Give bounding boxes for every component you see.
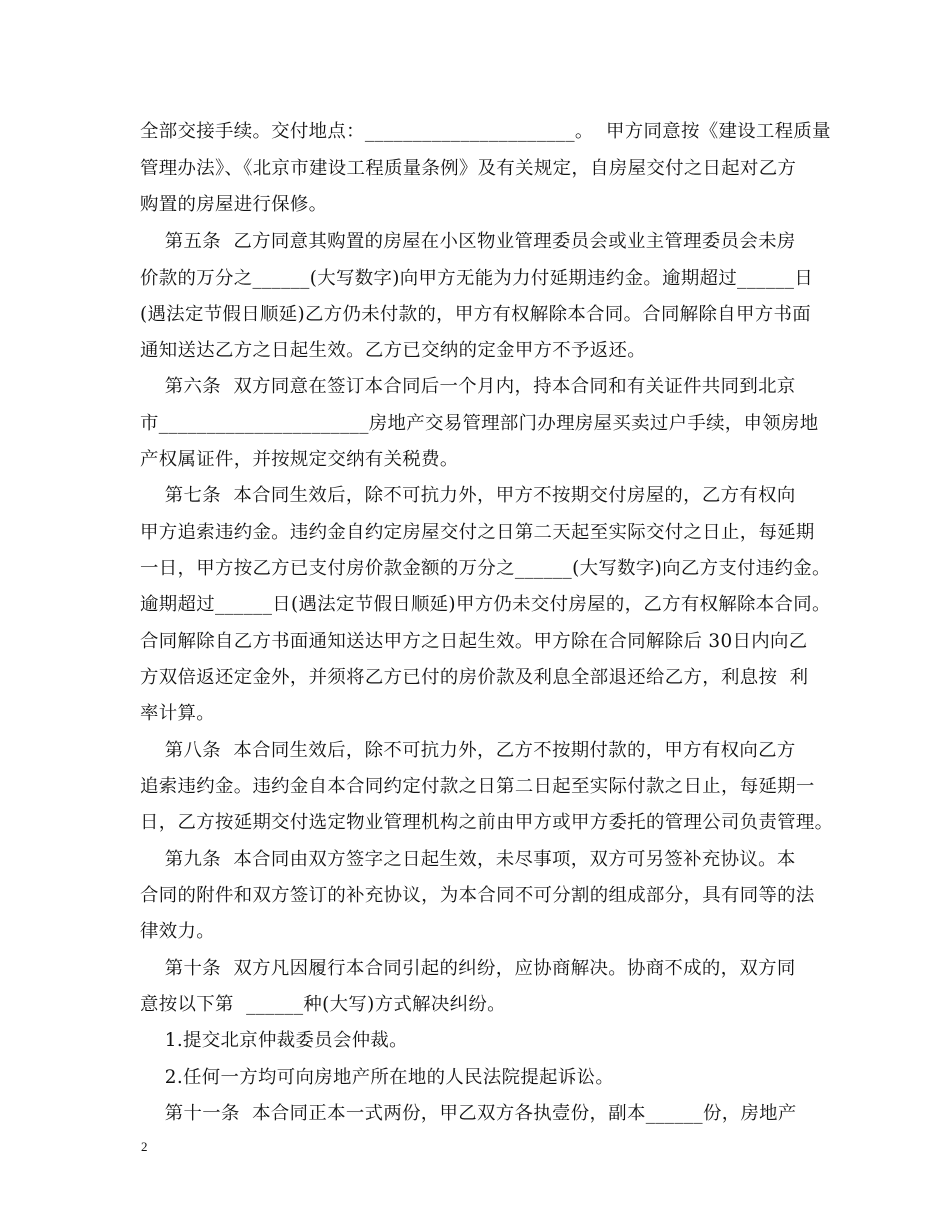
text-line: 产权属证件，并按规定交纳有关税费。 [140,449,459,470]
text-line: 逾期超过______日(遇法定节假日顺延)甲方仍未交付房屋的，乙方有权解除本合同。 [140,594,831,615]
text-line: 购置的房屋进行保修。 [140,194,328,215]
text-line: 意按以下第 ______种(大写)方式解决纠纷。 [140,994,506,1015]
text-line: 全部交接手续。交付地点：______________________。 甲方同意按《建设工程质量 [140,121,831,142]
text-line: 第八条 本合同生效后，除不可抗力外，乙方不按期付款的，甲方有权向乙方 [140,740,796,761]
text-line: 市______________________房地产交易管理部门办理房屋买卖过户手续，申领房地 [140,413,819,434]
text-line: 日，乙方按延期交付选定物业管理机构之前由甲方或甲方委托的管理公司负责管理。 [140,812,834,833]
text-line: 第七条 本合同生效后，除不可抗力外，甲方不按期交付房屋的，乙方有权向 [140,485,796,506]
text-line: 率计算。 [140,703,215,724]
text-line: 律效力。 [140,921,215,942]
text-line: 方双倍返还定金外，并须将乙方已付的房价款及利息全部退还给乙方，利息按 利 [140,667,809,688]
text-line: 管理办法》、《北京市建设工程质量条例》及有关规定，自房屋交付之日起对乙方 [140,158,797,179]
page-number: 2 [141,1139,148,1154]
text-line: 第五条 乙方同意其购置的房屋在小区物业管理委员会或业主管理委员会未房 [140,231,796,252]
text-line: 价款的万分之______(大写数字)向甲方无能为力付延期违约金。逾期超过______日 [140,268,814,289]
text-line: 一日，甲方按乙方已支付房价款金额的万分之______(大写数字)向乙方支付违约金。 [140,558,831,579]
text-line: 1.提交北京仲裁委员会仲裁。 [140,1030,408,1051]
text-line: 第十一条 本合同正本一式两份，甲乙双方各执壹份，副本______份，房地产 [140,1103,797,1124]
text-line: 追索违约金。违约金自本合同约定付款之日第二日起至实际付款之日止，每延期一 [140,776,815,797]
text-line: (遇法定节假日顺延)乙方仍未付款的，甲方有权解除本合同。合同解除自甲方书面 [140,304,811,325]
text-line: 甲方追索违约金。违约金自约定房屋交付之日第二天起至实际交付之日止，每延期 [140,522,815,543]
text-line: 第六条 双方同意在签订本合同后一个月内，持本合同和有关证件共同到北京 [140,376,796,397]
text-line: 合同解除自乙方书面通知送达甲方之日起生效。甲方除在合同解除后 30日内向乙 [140,631,808,652]
text-line: 第九条 本合同由双方签字之日起生效，未尽事项，双方可另签补充协议。本 [140,849,796,870]
text-line: 通知送达乙方之日起生效。乙方已交纳的定金甲方不予返还。 [140,340,646,361]
text-line: 第十条 双方凡因履行本合同引起的纠纷，应协商解决。协商不成的，双方同 [140,958,796,979]
text-line: 合同的附件和双方签订的补充协议，为本合同不可分割的组成部分，具有同等的法 [140,885,815,906]
text-line: 2.任何一方均可向房地产所在地的人民法院提起诉讼。 [140,1067,615,1088]
